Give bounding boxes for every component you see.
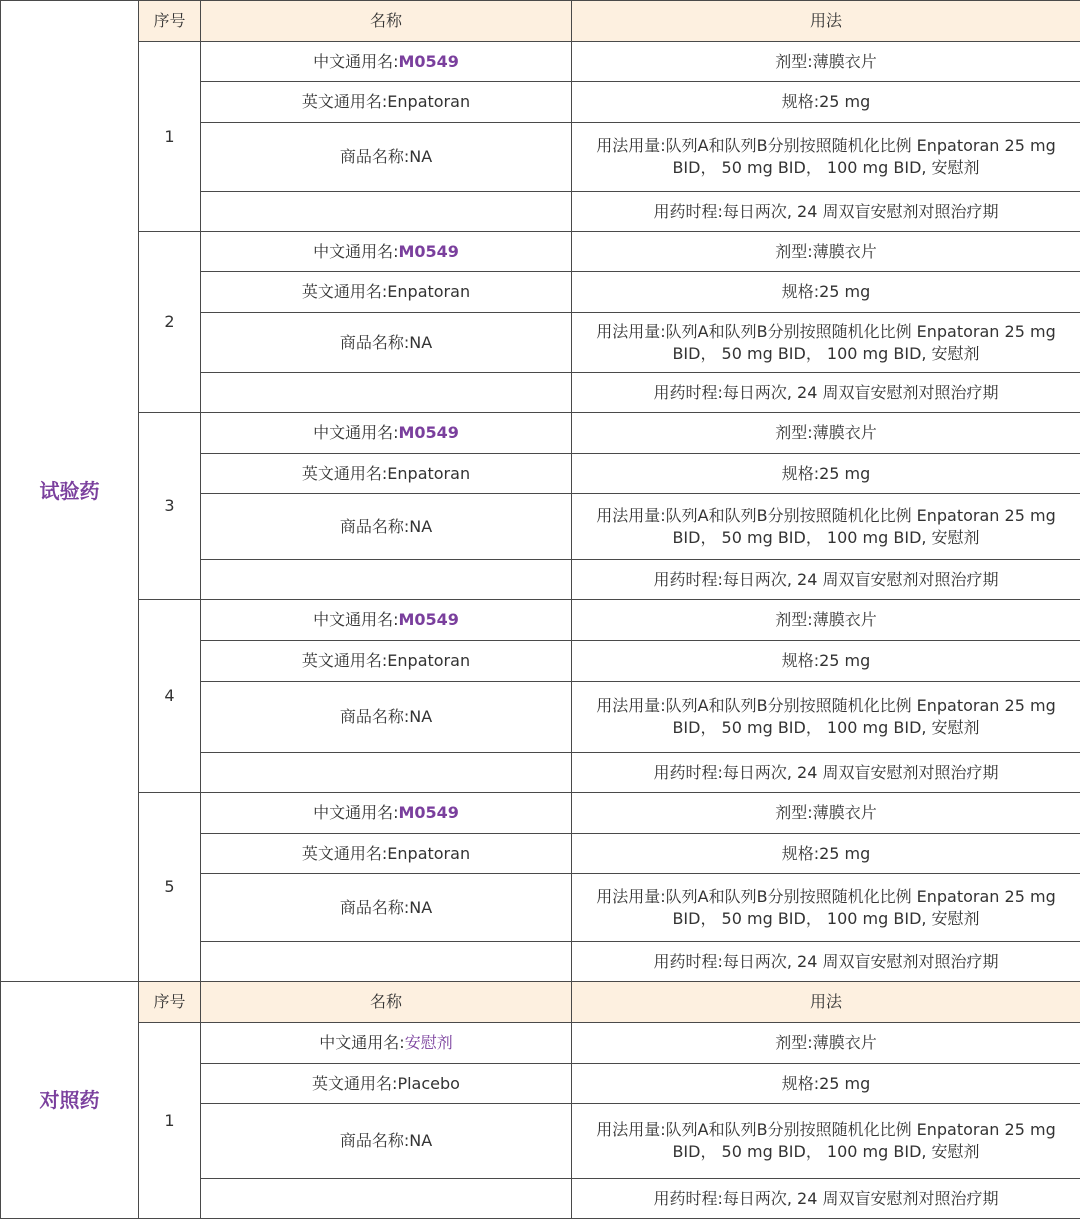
cn-name-label: 中文通用名: <box>319 1033 405 1052</box>
cn-name-value: M0549 <box>398 803 459 822</box>
cn-name-cell <box>201 42 572 82</box>
cn-name-cell <box>201 1023 572 1064</box>
course-cell: 用药时程:每日两次, 24 周双盲安慰剂对照治疗期 <box>572 942 1080 982</box>
cn-name-value: 安慰剂 <box>404 1033 453 1052</box>
dosage-form-cell: 剂型:薄膜衣片 <box>572 600 1080 641</box>
header-row <box>1 1 1080 42</box>
header-usage: 用法 <box>572 982 1080 1023</box>
dose-line-2: BID， 50 mg BID， 100 mg BID, 安慰剂 <box>672 908 980 928</box>
en-name-cell: 英文通用名:Enpatoran <box>201 272 572 313</box>
header-usage: 用法 <box>572 1 1080 42</box>
header-seq: 序号 <box>139 982 201 1023</box>
en-name-cell: 英文通用名:Placebo <box>201 1064 572 1104</box>
cn-name-label: 中文通用名: <box>313 241 399 261</box>
spec-cell: 规格:25 mg <box>572 82 1080 123</box>
dosage-form-cell: 剂型:薄膜衣片 <box>572 42 1080 82</box>
cn-name-cell <box>201 232 572 272</box>
dose-line-2: BID， 50 mg BID， 100 mg BID, 安慰剂 <box>672 527 980 547</box>
header-row <box>1 982 1080 1023</box>
drug-row <box>1 42 1080 82</box>
drug-row <box>1 413 1080 454</box>
dose-cell <box>572 682 1080 753</box>
header-seq: 序号 <box>139 1 201 42</box>
cn-name-value: M0549 <box>398 423 459 442</box>
drug-row <box>1 600 1080 641</box>
dose-line-1: 用法用量:队列A和队列B分别按照随机化比例 Enpatoran 25 mg <box>596 1120 1056 1139</box>
trade-name-cell: 商品名称:NA <box>201 1104 572 1179</box>
control-group-label: 对照药 <box>1 982 139 1219</box>
trade-name-cell: 商品名称:NA <box>201 313 572 373</box>
spec-cell: 规格:25 mg <box>572 641 1080 682</box>
dose-line-2: BID， 50 mg BID， 100 mg BID, 安慰剂 <box>672 158 980 177</box>
header-name: 名称 <box>201 1 572 42</box>
seq-cell: 5 <box>139 793 201 982</box>
seq-cell: 1 <box>139 1023 201 1219</box>
empty-name-cell <box>201 1179 572 1219</box>
trade-name-cell: 商品名称:NA <box>201 874 572 942</box>
spec-cell: 规格:25 mg <box>572 1064 1080 1104</box>
dose-cell <box>572 1104 1080 1179</box>
dose-cell <box>572 313 1080 373</box>
cn-name-cell <box>201 793 572 834</box>
dosage-form-cell: 剂型:薄膜衣片 <box>572 1023 1080 1064</box>
seq-cell: 4 <box>139 600 201 793</box>
empty-name-cell <box>201 373 572 413</box>
dosage-form-cell: 剂型:薄膜衣片 <box>572 413 1080 454</box>
trade-name-cell: 商品名称:NA <box>201 682 572 753</box>
dosage-form-cell: 剂型:薄膜衣片 <box>572 232 1080 272</box>
header-name: 名称 <box>201 982 572 1023</box>
cn-name-value: M0549 <box>398 51 459 71</box>
cn-name-value: M0549 <box>398 610 459 629</box>
dose-line-1: 用法用量:队列A和队列B分别按照随机化比例 Enpatoran 25 mg <box>596 136 1056 155</box>
empty-name-cell <box>201 560 572 600</box>
dose-cell <box>572 494 1080 560</box>
drug-row <box>1 232 1080 272</box>
seq-cell: 3 <box>139 413 201 600</box>
cn-name-label: 中文通用名: <box>313 803 399 822</box>
cn-name-cell <box>201 413 572 454</box>
en-name-cell: 英文通用名:Enpatoran <box>201 641 572 682</box>
empty-name-cell <box>201 942 572 982</box>
cn-name-label: 中文通用名: <box>313 610 399 629</box>
cn-name-label: 中文通用名: <box>313 51 399 71</box>
cn-name-value: M0549 <box>398 241 459 261</box>
course-cell: 用药时程:每日两次, 24 周双盲安慰剂对照治疗期 <box>572 560 1080 600</box>
dose-line-1: 用法用量:队列A和队列B分别按照随机化比例 Enpatoran 25 mg <box>596 886 1056 906</box>
dose-line-2: BID， 50 mg BID， 100 mg BID, 安慰剂 <box>672 1142 980 1161</box>
course-cell: 用药时程:每日两次, 24 周双盲安慰剂对照治疗期 <box>572 373 1080 413</box>
empty-name-cell <box>201 192 572 232</box>
en-name-cell: 英文通用名:Enpatoran <box>201 834 572 874</box>
cn-name-cell <box>201 600 572 641</box>
dose-line-1: 用法用量:队列A和队列B分别按照随机化比例 Enpatoran 25 mg <box>596 505 1056 525</box>
drug-row <box>1 1023 1080 1064</box>
course-cell: 用药时程:每日两次, 24 周双盲安慰剂对照治疗期 <box>572 192 1080 232</box>
trade-name-cell: 商品名称:NA <box>201 123 572 192</box>
empty-name-cell <box>201 753 572 793</box>
dosage-form-cell: 剂型:薄膜衣片 <box>572 793 1080 834</box>
course-cell: 用药时程:每日两次, 24 周双盲安慰剂对照治疗期 <box>572 753 1080 793</box>
en-name-cell: 英文通用名:Enpatoran <box>201 454 572 494</box>
seq-cell: 1 <box>139 42 201 232</box>
en-name-cell: 英文通用名:Enpatoran <box>201 82 572 123</box>
trial-group-label: 试验药 <box>1 1 139 982</box>
spec-cell: 规格:25 mg <box>572 272 1080 313</box>
dose-line-2: BID， 50 mg BID， 100 mg BID, 安慰剂 <box>672 343 980 363</box>
spec-cell: 规格:25 mg <box>572 834 1080 874</box>
dose-cell <box>572 123 1080 192</box>
trade-name-cell: 商品名称:NA <box>201 494 572 560</box>
cn-name-label: 中文通用名: <box>313 423 399 442</box>
dose-line-2: BID， 50 mg BID， 100 mg BID, 安慰剂 <box>672 718 980 737</box>
drug-row <box>1 793 1080 834</box>
dose-cell <box>572 874 1080 942</box>
dose-line-1: 用法用量:队列A和队列B分别按照随机化比例 Enpatoran 25 mg <box>596 321 1056 341</box>
dose-line-1: 用法用量:队列A和队列B分别按照随机化比例 Enpatoran 25 mg <box>596 696 1056 715</box>
course-cell: 用药时程:每日两次, 24 周双盲安慰剂对照治疗期 <box>572 1179 1080 1219</box>
spec-cell: 规格:25 mg <box>572 454 1080 494</box>
seq-cell: 2 <box>139 232 201 413</box>
